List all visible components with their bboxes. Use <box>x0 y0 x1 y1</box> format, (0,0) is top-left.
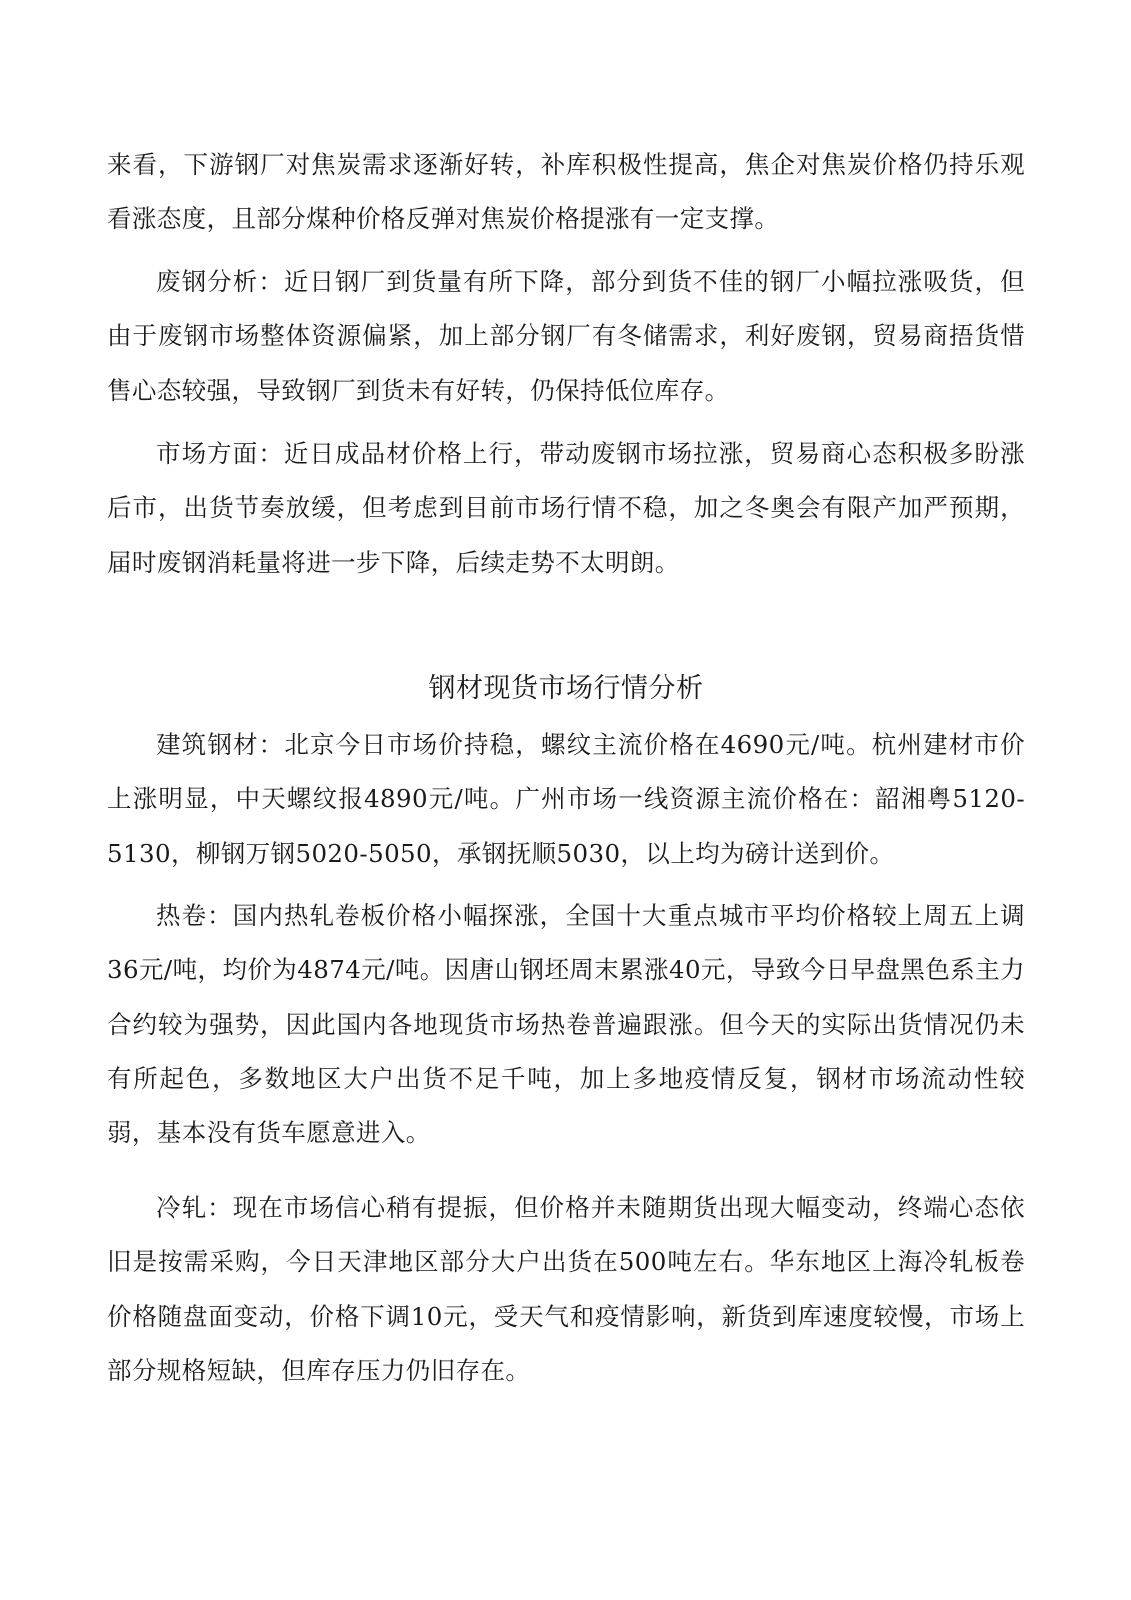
paragraph-cold-rolled: 冷轧：现在市场信心稍有提振，但价格并未随期货出现大幅变动，终端心态依旧是按需采购，今日天津地区部分大户出货在500吨左右。华东地区上海冷轧板卷价格随盘面变动，价格下调10元，受天气和疫情影响，新货到库速度较慢，市场上部分规格短缺，但库存压力仍旧存在。 <box>107 1193 1025 1385</box>
paragraph-construction-steel: 建筑钢材：北京今日市场价持稳，螺纹主流价格在4690元/吨。杭州建材市价上涨明显，中天螺纹报4890元/吨。广州市场一线资源主流价格在：韶湘粤5120-5130，柳钢万钢5020-5050，承钢抚顺5030，以上均为磅计送到价。 <box>107 730 1025 868</box>
paragraph-hot-rolled-coil: 热卷：国内热轧卷板价格小幅探涨，全国十大重点城市平均价格较上周五上调36元/吨，均价为4874元/吨。因唐山钢坯周末累涨40元，导致今日早盘黑色系主力合约较为强势，因此国内各地现货市场热卷普遍跟涨。但今天的实际出货情况仍未有所起色，多数地区大户出货不足千吨，加上多地疫情反复，钢材市场流动性较弱，基本没有货车愿意进入。 <box>107 901 1025 1148</box>
section-title: 钢材现货市场行情分析 <box>428 673 704 704</box>
paragraph-scrap-steel-analysis: 废钢分析：近日钢厂到货量有所下降，部分到货不佳的钢厂小幅拉涨吸货，但由于废钢市场整体资源偏紧，加上部分钢厂有冬储需求，利好废钢，贸易商捂货惜售心态较强，导致钢厂到货未有好转，仍保持低位库存。 <box>107 267 1025 405</box>
paragraph-market-aspect: 市场方面：近日成品材价格上行，带动废钢市场拉涨，贸易商心态积极多盼涨后市，出货节奏放缓，但考虑到目前市场行情不稳，加之冬奥会有限产加严预期，届时废钢消耗量将进一步下降，后续走势不太明朗。 <box>107 439 1025 577</box>
paragraph-continued: 来看，下游钢厂对焦炭需求逐渐好转，补库积极性提高，焦企对焦炭价格仍持乐观看涨态度，且部分煤种价格反弹对焦炭价格提涨有一定支撑。 <box>107 150 1025 234</box>
